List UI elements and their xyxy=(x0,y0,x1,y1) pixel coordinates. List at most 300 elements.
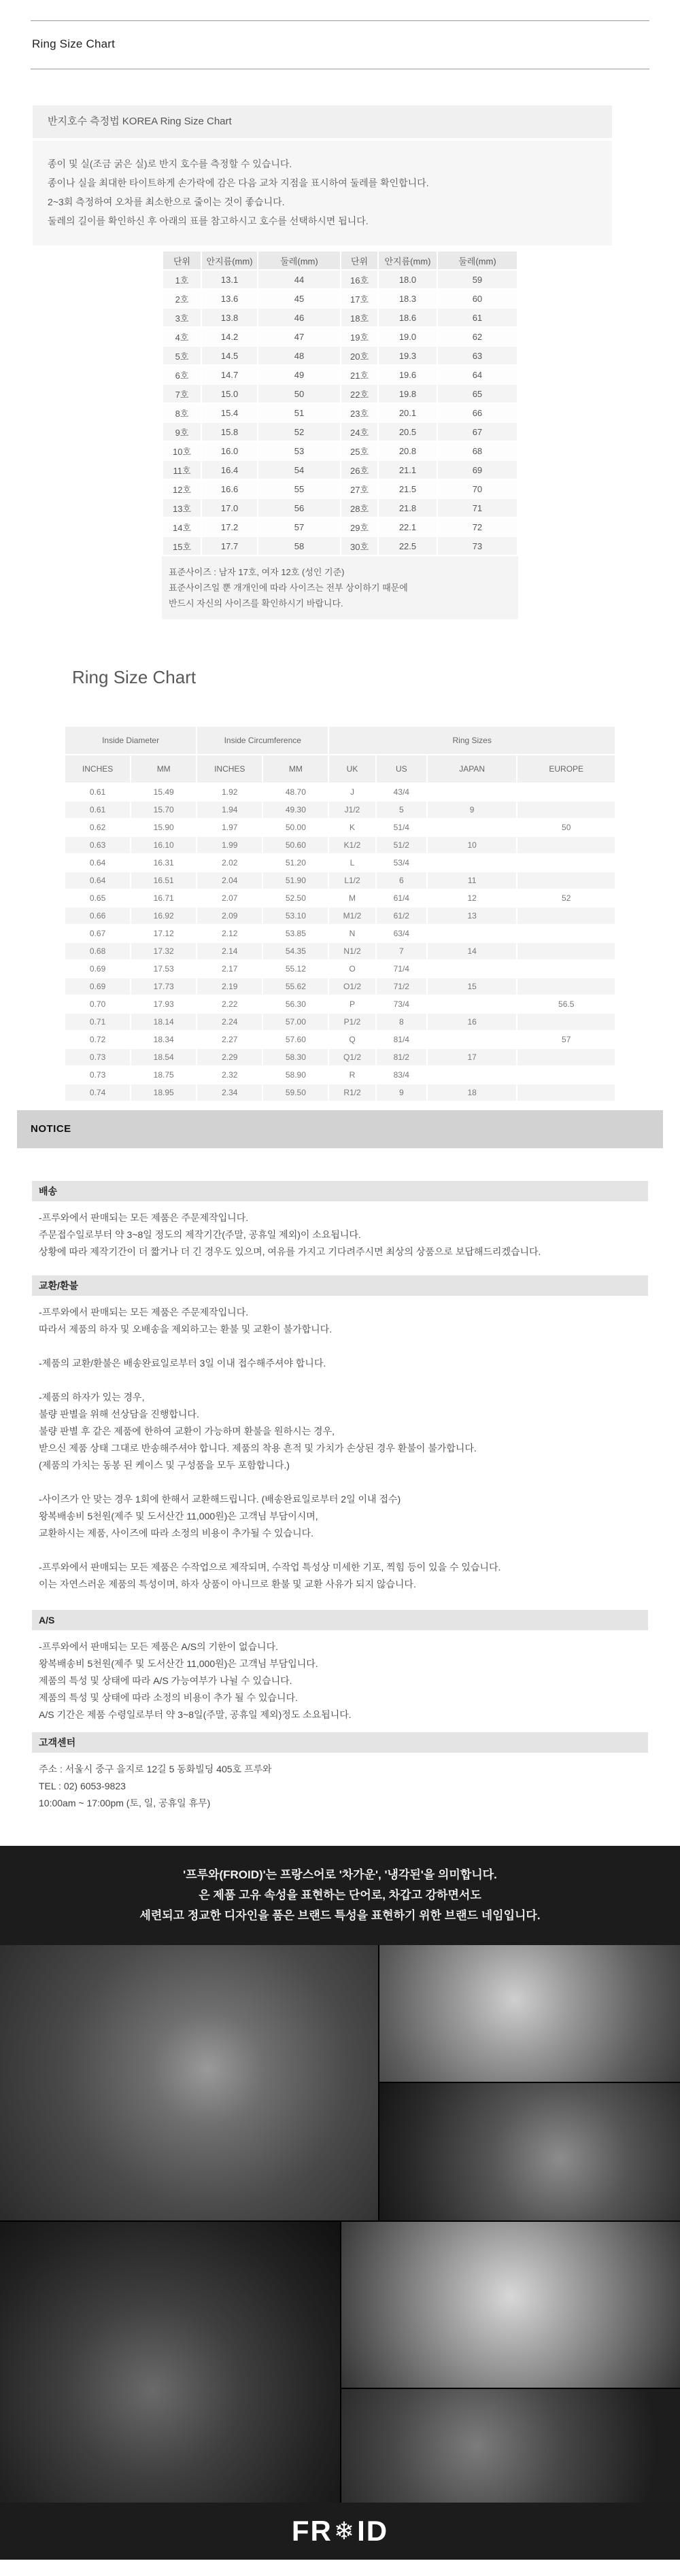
table-cell: 28호 xyxy=(341,499,377,517)
table-cell: 51/4 xyxy=(393,823,409,832)
table-cell: 59 xyxy=(438,271,517,288)
table-cell: 16.31 xyxy=(153,858,174,868)
column-header: INCHES xyxy=(65,755,130,783)
table-cell: 14.2 xyxy=(202,328,257,345)
table-cell: 16 xyxy=(428,1014,517,1030)
table-row xyxy=(65,819,615,836)
table-cell: K1/2 xyxy=(329,837,375,853)
text-line: 불량 판별 후 같은 제품에 한하여 교환이 가능하며 환불을 원하시는 경우, xyxy=(39,1426,335,1437)
table-cell: 8호 xyxy=(163,404,201,422)
korea-standard-size-note xyxy=(162,556,518,619)
page-header xyxy=(31,20,649,69)
table-cell: 64 xyxy=(438,366,517,383)
table-cell: L xyxy=(350,858,355,868)
table-cell: 2.17 xyxy=(222,964,238,974)
table-cell: 57 xyxy=(562,1035,571,1044)
table-cell: 17.32 xyxy=(131,943,196,959)
table-row xyxy=(163,499,517,517)
table-cell: M xyxy=(349,893,356,903)
text-line: 표준사이즈일 뿐 개개인에 따라 사이즈는 전부 상이하기 때문에 xyxy=(169,583,408,593)
text-line xyxy=(39,1372,653,1389)
table-cell: 52 xyxy=(562,893,571,903)
table-cell: 0.67 xyxy=(89,929,106,938)
text-line: (제품의 가치는 동봉 된 케이스 및 구성품을 모두 포함합니다.) xyxy=(39,1460,290,1471)
table-cell: 24호 xyxy=(341,423,377,441)
table-cell: 53/4 xyxy=(393,858,409,868)
table-cell: 21.5 xyxy=(379,480,437,498)
table-cell: 0.68 xyxy=(65,943,130,959)
table-cell: 52 xyxy=(258,423,340,441)
table-cell: 51/2 xyxy=(377,837,426,853)
table-cell: 14 xyxy=(428,943,517,959)
table-cell: 2.12 xyxy=(222,929,238,938)
table-cell: 44 xyxy=(258,271,340,288)
table-cell xyxy=(428,1031,517,1048)
table-row xyxy=(65,925,615,942)
table-row xyxy=(163,347,517,364)
table-cell: 47 xyxy=(258,328,340,345)
table-cell: 5 xyxy=(377,802,426,818)
table-cell: 56.30 xyxy=(285,999,306,1009)
table-cell: M1/2 xyxy=(329,908,375,924)
table-cell: 3호 xyxy=(163,309,201,326)
table-cell xyxy=(517,1084,615,1101)
table-cell: 53.10 xyxy=(263,908,328,924)
table-row xyxy=(163,385,517,402)
column-header: 안지름(mm) xyxy=(202,252,257,269)
intl-chart-title: Ring Size Chart xyxy=(72,667,197,687)
table-row xyxy=(163,271,517,288)
text-line: 왕복배송비 5천원(제주 및 도서산간 11,000원)은 고객님 부담입니다. xyxy=(39,1658,318,1669)
table-cell: 70 xyxy=(438,480,517,498)
table-cell xyxy=(428,996,517,1012)
table-cell: 16.71 xyxy=(153,893,174,903)
table-cell: 12 xyxy=(467,893,477,903)
table-cell: 4호 xyxy=(163,328,201,345)
table-cell: 19.0 xyxy=(379,328,437,345)
table-cell: 2.29 xyxy=(197,1049,262,1065)
logo-text-fr: FR xyxy=(291,2515,333,2547)
intl-column-header-row xyxy=(65,755,615,783)
table-cell: 73 xyxy=(438,537,517,555)
table-row xyxy=(65,996,615,1012)
column-header: 단위 xyxy=(341,252,377,269)
table-cell: 71/2 xyxy=(377,978,426,995)
column-header: JAPAN xyxy=(428,755,517,783)
table-cell: 6 xyxy=(377,872,426,889)
craft-photo-compass-hands xyxy=(0,1945,378,2220)
table-cell: 73/4 xyxy=(393,999,409,1009)
table-cell: 22호 xyxy=(341,385,377,402)
column-header: EUROPE xyxy=(517,755,615,783)
table-cell: O xyxy=(349,964,356,974)
text-line: -프루와에서 판매되는 모든 제품은 수작업으로 제작되며, 수작업 특성상 미세한 기포, 찍힘 등이 있을 수 있습니다. xyxy=(39,1562,501,1573)
text-line: 이는 자연스러운 제품의 특성이며, 하자 상품이 아니므로 환불 및 교환 사유가 되지 않습니다. xyxy=(39,1579,416,1590)
text-line: 제품의 특성 및 상태에 따라 소정의 비용이 추가 될 수 있습니다. xyxy=(39,1692,298,1703)
table-cell: 20.8 xyxy=(379,442,437,460)
table-cell: 13.1 xyxy=(202,271,257,288)
text-line: 둘레의 길이를 확인하신 후 아래의 표를 참고하시고 호수를 선택하시면 됩니다. xyxy=(48,216,369,226)
table-row xyxy=(65,908,615,924)
table-cell: 50 xyxy=(562,823,571,832)
table-row xyxy=(65,961,615,977)
table-cell xyxy=(517,855,615,871)
table-row xyxy=(65,1031,615,1048)
table-cell: 15.4 xyxy=(202,404,257,422)
text-line xyxy=(39,1542,653,1559)
table-cell: 71/4 xyxy=(393,964,409,974)
table-cell xyxy=(428,961,517,977)
craft-photo-torch-tool xyxy=(379,2083,680,2220)
table-cell: 15호 xyxy=(163,537,201,555)
table-cell: 66 xyxy=(438,404,517,422)
table-cell: 5호 xyxy=(163,347,201,364)
table-cell: 7호 xyxy=(163,385,201,402)
brand-story-text xyxy=(0,1865,680,1926)
table-cell: 15.49 xyxy=(153,787,174,797)
table-cell: 20호 xyxy=(341,347,377,364)
table-cell: 63/4 xyxy=(393,929,409,938)
table-cell: 2.04 xyxy=(197,872,262,889)
table-cell: 0.61 xyxy=(65,802,130,818)
table-cell: 0.61 xyxy=(89,787,106,797)
table-cell: 2.07 xyxy=(222,893,238,903)
table-cell: 56.5 xyxy=(558,999,575,1009)
table-cell: 57.60 xyxy=(285,1035,306,1044)
table-row xyxy=(65,784,615,800)
table-cell: 19.3 xyxy=(379,347,437,364)
table-cell: 51.20 xyxy=(285,858,306,868)
table-cell: 8 xyxy=(377,1014,426,1030)
table-row xyxy=(163,537,517,555)
text-line: 2~3회 측정하여 오차를 최소한으로 줄이는 것이 좋습니다. xyxy=(48,196,285,207)
table-row xyxy=(65,1049,615,1065)
table-cell: 50 xyxy=(258,385,340,402)
craft-photo-polishing-cloth xyxy=(379,1945,680,2082)
group-header: Ring Sizes xyxy=(329,727,615,754)
column-header: 단위 xyxy=(163,252,201,269)
table-cell: 17.7 xyxy=(202,537,257,555)
table-cell xyxy=(428,819,517,836)
table-row xyxy=(65,837,615,853)
intl-size-table xyxy=(64,725,616,1102)
table-cell: 13.8 xyxy=(202,309,257,326)
table-cell: 0.73 xyxy=(89,1070,106,1080)
table-cell: 45 xyxy=(258,290,340,307)
table-cell: 58 xyxy=(258,537,340,555)
table-cell: 18호 xyxy=(341,309,377,326)
table-cell: 15.70 xyxy=(131,802,196,818)
text-line: 은 제품 고유 속성을 표현하는 단어로, 차갑고 강하면서도 xyxy=(199,1889,481,1902)
text-line: TEL : 02) 6053-9823 xyxy=(39,1781,126,1791)
korea-measuring-guide xyxy=(33,105,612,245)
table-cell: 48.70 xyxy=(285,787,306,797)
table-cell: 6호 xyxy=(163,366,201,383)
table-cell: 9 xyxy=(428,802,517,818)
table-cell: 9호 xyxy=(163,423,201,441)
text-line: 제품의 특성 및 상태에 따라 A/S 가능여부가 나뉠 수 있습니다. xyxy=(39,1675,292,1686)
text-line: 따라서 제품의 하자 및 오배송을 제외하고는 환불 및 교환이 불가합니다. xyxy=(39,1324,333,1335)
table-cell: 2.27 xyxy=(222,1035,238,1044)
table-cell: 21.1 xyxy=(379,461,437,479)
text-line: -사이즈가 안 맞는 경우 1회에 한해서 교환해드립니다. (배송완료일로부터 2일 이내 접수) xyxy=(39,1494,401,1505)
table-cell: 25호 xyxy=(341,442,377,460)
customer-center-heading: 고객센터 xyxy=(32,1732,648,1753)
craft-photo-metal-rods xyxy=(341,2389,680,2503)
table-cell: 63 xyxy=(438,347,517,364)
table-row xyxy=(163,442,517,460)
table-cell: 1.94 xyxy=(197,802,262,818)
table-cell: 2.34 xyxy=(197,1084,262,1101)
table-cell xyxy=(517,837,615,853)
table-cell: 52.50 xyxy=(285,893,306,903)
table-cell: 61 xyxy=(438,309,517,326)
table-row xyxy=(65,943,615,959)
table-cell: 54.35 xyxy=(263,943,328,959)
text-line: 상황에 따라 제작기간이 더 짧거나 더 긴 경우도 있으며, 여유를 가지고 기다려주시면 최상의 상품으로 보답해드리겠습니다. xyxy=(39,1246,541,1257)
table-cell: 21호 xyxy=(341,366,377,383)
table-cell: 48 xyxy=(258,347,340,364)
table-cell: 15 xyxy=(428,978,517,995)
table-cell: 49.30 xyxy=(263,802,328,818)
table-cell: 0.69 xyxy=(65,978,130,995)
table-cell xyxy=(428,925,517,942)
table-row xyxy=(163,309,517,326)
table-cell: 83/4 xyxy=(393,1070,409,1080)
table-cell: 19호 xyxy=(341,328,377,345)
table-cell: 55.12 xyxy=(285,964,306,974)
table-cell: 2.02 xyxy=(222,858,238,868)
table-row xyxy=(163,518,517,536)
table-row xyxy=(163,461,517,479)
table-cell: 10 xyxy=(428,837,517,853)
table-cell xyxy=(517,802,615,818)
table-cell: 19.8 xyxy=(379,385,437,402)
table-cell: 16.4 xyxy=(202,461,257,479)
table-cell: 57 xyxy=(258,518,340,536)
table-cell: R1/2 xyxy=(329,1084,375,1101)
table-cell: 67 xyxy=(438,423,517,441)
table-cell: Q1/2 xyxy=(329,1049,375,1065)
table-cell: 27호 xyxy=(341,480,377,498)
table-cell: 71 xyxy=(438,499,517,517)
table-cell xyxy=(517,908,615,924)
group-header: Inside Diameter xyxy=(65,727,196,754)
craft-photo-collage xyxy=(0,1945,680,2503)
table-cell: 51.90 xyxy=(263,872,328,889)
table-cell: 0.70 xyxy=(89,999,106,1009)
table-cell: J1/2 xyxy=(329,802,375,818)
text-line: 세련되고 정교한 디자인을 품은 브랜드 특성을 표현하기 위한 브랜드 네임입니다. xyxy=(139,1909,541,1922)
text-line: -제품의 하자가 있는 경우, xyxy=(39,1392,145,1403)
table-cell: 13.6 xyxy=(202,290,257,307)
table-cell: 1.92 xyxy=(222,787,238,797)
table-row xyxy=(163,404,517,422)
table-cell xyxy=(428,1067,517,1083)
text-line: 표준사이즈 : 남자 17호, 여자 12호 (성인 기준) xyxy=(169,567,345,577)
table-cell xyxy=(517,784,615,800)
brand-story-section xyxy=(0,1846,680,2560)
table-cell: 56 xyxy=(258,499,340,517)
table-cell: 12호 xyxy=(163,480,201,498)
text-line: 종이 및 실(조금 굵은 실)로 반지 호수를 측정할 수 있습니다. xyxy=(48,158,292,169)
exchange-refund-heading: 교환/환불 xyxy=(32,1275,648,1296)
table-cell: 69 xyxy=(438,461,517,479)
table-cell: 0.65 xyxy=(89,893,106,903)
table-row xyxy=(163,290,517,307)
table-cell: P1/2 xyxy=(329,1014,375,1030)
table-cell: 14.7 xyxy=(202,366,257,383)
table-cell: 21.8 xyxy=(379,499,437,517)
text-line: 주소 : 서울시 중구 을지로 12길 5 동화빌딩 405호 프루와 xyxy=(39,1764,272,1774)
notice-heading: NOTICE xyxy=(17,1110,663,1148)
table-cell: 18 xyxy=(428,1084,517,1101)
table-cell: 22.5 xyxy=(379,537,437,555)
table-cell: 13 xyxy=(428,908,517,924)
table-row xyxy=(65,802,615,818)
table-cell xyxy=(517,961,615,977)
table-row xyxy=(163,328,517,345)
text-line: 왕복배송비 5천원(제주 및 도서산간 11,000원)은 고객님 부담이시며, xyxy=(39,1511,318,1522)
table-cell: 17.2 xyxy=(202,518,257,536)
text-line: 10:00am ~ 17:00pm (토, 일, 공휴일 휴무) xyxy=(39,1798,211,1808)
after-service-heading: A/S xyxy=(32,1610,648,1630)
column-header: MM xyxy=(263,755,328,783)
table-cell: 16호 xyxy=(341,271,377,288)
table-cell: 2.09 xyxy=(197,908,262,924)
text-line: -프루와에서 판매되는 모든 제품은 주문제작입니다. xyxy=(39,1307,249,1318)
table-cell: 0.71 xyxy=(65,1014,130,1030)
table-cell: O1/2 xyxy=(329,978,375,995)
table-cell: 19.6 xyxy=(379,366,437,383)
table-cell: 58.30 xyxy=(263,1049,328,1065)
table-row xyxy=(65,978,615,995)
text-line xyxy=(39,1338,653,1355)
table-cell: 18.34 xyxy=(153,1035,174,1044)
table-cell: 1호 xyxy=(163,271,201,288)
table-row xyxy=(65,872,615,889)
table-cell: 0.72 xyxy=(89,1035,106,1044)
table-cell: 22.1 xyxy=(379,518,437,536)
table-cell: 2.24 xyxy=(197,1014,262,1030)
table-cell: 2.19 xyxy=(197,978,262,995)
table-cell: 18.3 xyxy=(379,290,437,307)
table-cell: 59.50 xyxy=(263,1084,328,1101)
table-cell: 50.60 xyxy=(263,837,328,853)
table-cell: 46 xyxy=(258,309,340,326)
table-cell: 17.53 xyxy=(153,964,174,974)
table-cell: 1.97 xyxy=(222,823,238,832)
table-cell: N xyxy=(349,929,356,938)
table-row xyxy=(65,1067,615,1083)
table-row xyxy=(65,1014,615,1030)
table-cell: 15.0 xyxy=(202,385,257,402)
table-cell: 55.62 xyxy=(263,978,328,995)
table-cell: 49 xyxy=(258,366,340,383)
table-cell: 7 xyxy=(377,943,426,959)
table-cell: 23호 xyxy=(341,404,377,422)
table-cell: L1/2 xyxy=(329,872,375,889)
table-cell: 2호 xyxy=(163,290,201,307)
shipping-text xyxy=(39,1209,653,1260)
table-cell: 1.99 xyxy=(197,837,262,853)
table-cell xyxy=(428,784,517,800)
shipping-heading: 배송 xyxy=(32,1181,648,1201)
korea-guide-instructions xyxy=(33,141,612,245)
table-cell: 2.22 xyxy=(222,999,238,1009)
table-cell: 14.5 xyxy=(202,347,257,364)
table-cell: 16.10 xyxy=(131,837,196,853)
table-row xyxy=(65,890,615,906)
logo-text-id: ID xyxy=(357,2515,389,2547)
table-cell: 51 xyxy=(258,404,340,422)
table-cell: 81/4 xyxy=(393,1035,409,1044)
page-title: Ring Size Chart xyxy=(32,37,116,50)
column-header: MM xyxy=(131,755,196,783)
table-row xyxy=(65,1084,615,1101)
after-service-text xyxy=(39,1638,653,1723)
table-cell: 18.54 xyxy=(131,1049,196,1065)
table-cell: R xyxy=(349,1070,356,1080)
table-cell: 0.64 xyxy=(65,872,130,889)
column-header: 둘레(mm) xyxy=(438,252,517,269)
column-header: UK xyxy=(329,755,375,783)
table-cell: 62 xyxy=(438,328,517,345)
table-cell: 0.62 xyxy=(89,823,106,832)
table-cell: Q xyxy=(349,1035,356,1044)
table-cell: 57.00 xyxy=(263,1014,328,1030)
table-cell: 61/2 xyxy=(377,908,426,924)
intl-group-header-row xyxy=(65,727,615,754)
table-cell: 18.0 xyxy=(379,271,437,288)
column-header: US xyxy=(377,755,426,783)
table-cell xyxy=(517,978,615,995)
table-cell: 2.14 xyxy=(197,943,262,959)
table-cell: 18.6 xyxy=(379,309,437,326)
group-header: Inside Circumference xyxy=(197,727,328,754)
table-cell: 15.8 xyxy=(202,423,257,441)
table-cell: 17호 xyxy=(341,290,377,307)
text-line: 받으신 제품 상태 그대로 반송해주셔야 합니다. 제품의 착용 흔적 및 가치가 손상된 경우 환불이 불가합니다. xyxy=(39,1443,477,1454)
text-line: '프루와(FROID)'는 프랑스어로 '차가운', '냉각된'을 의미합니다. xyxy=(183,1868,497,1881)
table-cell: 17.93 xyxy=(153,999,174,1009)
craft-photo-pliers-work xyxy=(0,2222,340,2503)
table-cell: 18.14 xyxy=(131,1014,196,1030)
table-cell: 10호 xyxy=(163,442,201,460)
table-cell: 0.66 xyxy=(65,908,130,924)
table-cell: 18.75 xyxy=(153,1070,174,1080)
table-cell: 11 xyxy=(428,872,517,889)
table-row xyxy=(163,366,517,383)
table-cell: 43/4 xyxy=(393,787,409,797)
table-cell: 0.74 xyxy=(65,1084,130,1101)
table-cell: 72 xyxy=(438,518,517,536)
table-cell: 0.63 xyxy=(65,837,130,853)
table-cell xyxy=(517,1014,615,1030)
table-cell: 0.64 xyxy=(89,858,106,868)
table-cell: 16.51 xyxy=(131,872,196,889)
table-cell: 17.73 xyxy=(131,978,196,995)
table-cell xyxy=(517,1067,615,1083)
table-cell: 50.00 xyxy=(285,823,306,832)
table-row xyxy=(65,855,615,871)
table-cell: 14호 xyxy=(163,518,201,536)
table-cell: 53.85 xyxy=(285,929,306,938)
craft-photo-filing-metal xyxy=(341,2222,680,2388)
table-cell: 81/2 xyxy=(377,1049,426,1065)
text-line: 교환하시는 제품, 사이즈에 따라 소정의 비용이 추가될 수 있습니다. xyxy=(39,1528,314,1539)
table-cell: 13호 xyxy=(163,499,201,517)
